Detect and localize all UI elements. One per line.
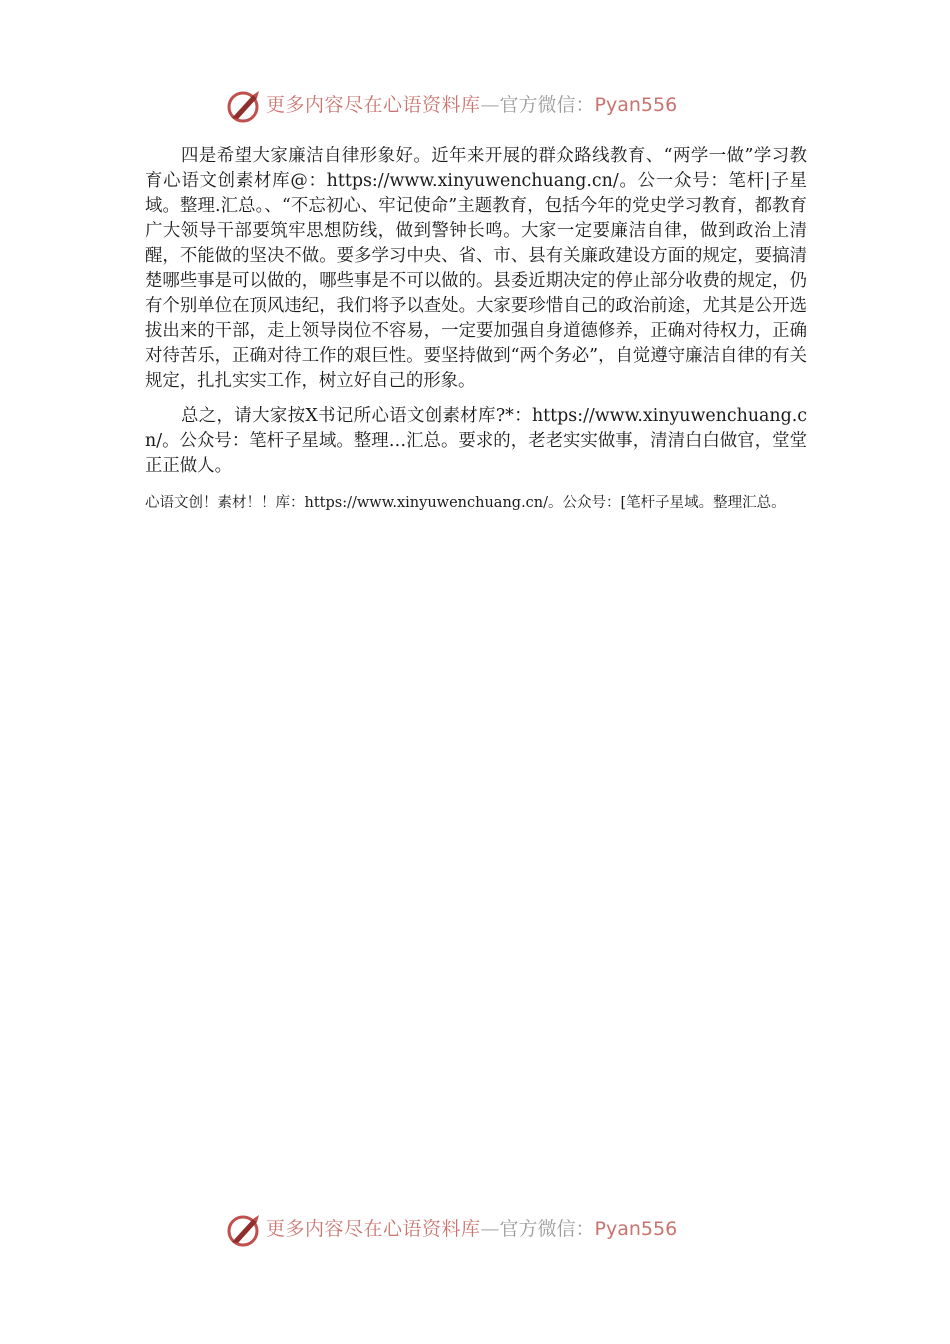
banner-wechat-id: Pyan556 xyxy=(594,1218,678,1240)
banner-wechat-id: Pyan556 xyxy=(594,94,678,116)
document-body xyxy=(145,144,807,515)
source-note: 心语文创！素材！！库：https://www.xinyuwenchuang.cn/。公众号：[笔杆子星域。整理汇总。 xyxy=(145,495,786,511)
banner-dash: — xyxy=(480,94,500,116)
footer-banner xyxy=(0,1210,950,1250)
banner-main-text: 更多内容尽在心语资料库 xyxy=(266,1218,481,1240)
banner-dash: — xyxy=(480,1218,500,1240)
quill-logo-icon xyxy=(226,1212,262,1248)
paragraph-summary: 总之，请大家按X书记所心语文创素材库?*：https://www.xinyuwenchuang.cn/。公众号：笔杆子星域。整理…汇总。要求的，老老实实做事，清清白白做官，堂堂正正做人。 xyxy=(145,406,807,476)
quill-logo-icon xyxy=(226,88,262,124)
banner-text xyxy=(266,1216,677,1242)
banner-main-text: 更多内容尽在心语资料库 xyxy=(266,94,481,116)
header-banner xyxy=(0,86,950,126)
paragraph-4: 四是希望大家廉洁自律形象好。近年来开展的群众路线教育、“两学一做”学习教育心语文创素材库@：https://www.xinyuwenchuang.cn/。公一众号：笔杆|子星域。整理.汇总。、“不忘初心、牢记使命”主题教育，包括今年的党史学习教育，都教育广大领导干部要筑牢思想防线，做到警钟长鸣。大家一定要廉洁自律，做到政治上清醒，不能做的坚决不做。要多学习中央、省、市、县有关廉政建设方面的规定，要搞清楚哪些事是可以做的，哪些事是不可以做的。县委近期决定的停止部分收费的规定，仍有个别单位在顶风违纪，我们将予以查处。大家要珍惜自己的政治前途，尤其是公开选拔出来的干部，走上领导岗位不容易，一定要加强自身道德修养，正确对待权力，正确对待苦乐，正确对待工作的艰巨性。要坚持做到“两个务必”，自觉遵守廉洁自律的有关规定，扎扎实实工作，树立好自己的形象。 xyxy=(145,146,807,391)
banner-text xyxy=(266,92,677,118)
banner-wechat-label: 官方微信： xyxy=(499,94,595,116)
banner-wechat-label: 官方微信： xyxy=(499,1218,595,1240)
